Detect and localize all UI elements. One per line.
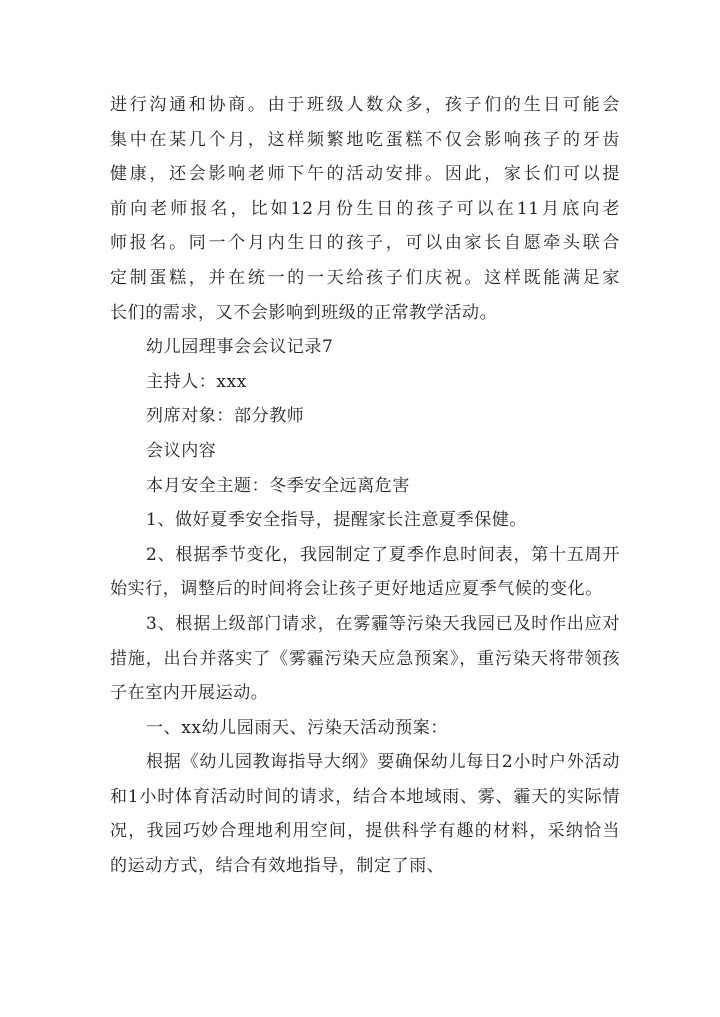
document-body <box>110 88 620 884</box>
meeting-title: 幼儿园理事会会议记录7 <box>146 337 334 358</box>
paragraph-line: 前向老师报名，比如12月份生日的孩子可以在11月底向老 <box>110 198 620 219</box>
safety-theme: 本月安全主题：冬季安全远离危害 <box>146 475 410 496</box>
meeting-content-label: 会议内容 <box>146 440 217 461</box>
paragraph-line: 健康，还会影响老师下午的活动安排。因此，家长们可以提 <box>110 164 620 185</box>
agenda-item-2: 2、根据季节变化，我园制定了夏季作息时间表，第十五周开始实行，调整后的时间将会让孩子更好地适应夏季气候的变化。 <box>110 544 620 600</box>
agenda-item-3: 3、根据上级部门请求，在雾霾等污染天我园已及时作出应对措施，出台并落实了《雾霾污染天应急预案》，重污染天将带领孩子在室内开展运动。 <box>110 613 620 704</box>
paragraph-line: 集中在某几个月，这样频繁地吃蛋糕不仅会影响孩子的牙齿 <box>110 129 620 150</box>
paragraph-line: 长们的需求，又不会影响到班级的正常教学活动。 <box>110 302 498 323</box>
paragraph-line: 定制蛋糕，并在统一的一天给孩子们庆祝。这样既能满足家 <box>110 267 620 288</box>
plan-heading: 一、xx幼儿园雨天、污染天活动预案： <box>146 717 448 738</box>
paragraph-line: 师报名。同一个月内生日的孩子，可以由家长自愿牵头联合 <box>110 233 620 254</box>
meeting-host: 主持人：xxx <box>146 371 247 392</box>
meeting-attendees: 列席对象：部分教师 <box>146 406 305 427</box>
plan-body: 根据《幼儿园教诲指导大纲》要确保幼儿每日2小时户外活动和1小时体育活动时间的请求，结合本地域雨、雾、霾天的实际情况，我园巧妙合理地利用空间，提供科学有趣的材料，采纳恰当的运动方式，结合有效地指导，制定了雨、 <box>110 752 620 877</box>
agenda-item-1: 1、做好夏季安全指导，提醒家长注意夏季保健。 <box>146 510 528 531</box>
paragraph-line: 进行沟通和协商。由于班级人数众多，孩子们的生日可能会 <box>110 95 620 115</box>
